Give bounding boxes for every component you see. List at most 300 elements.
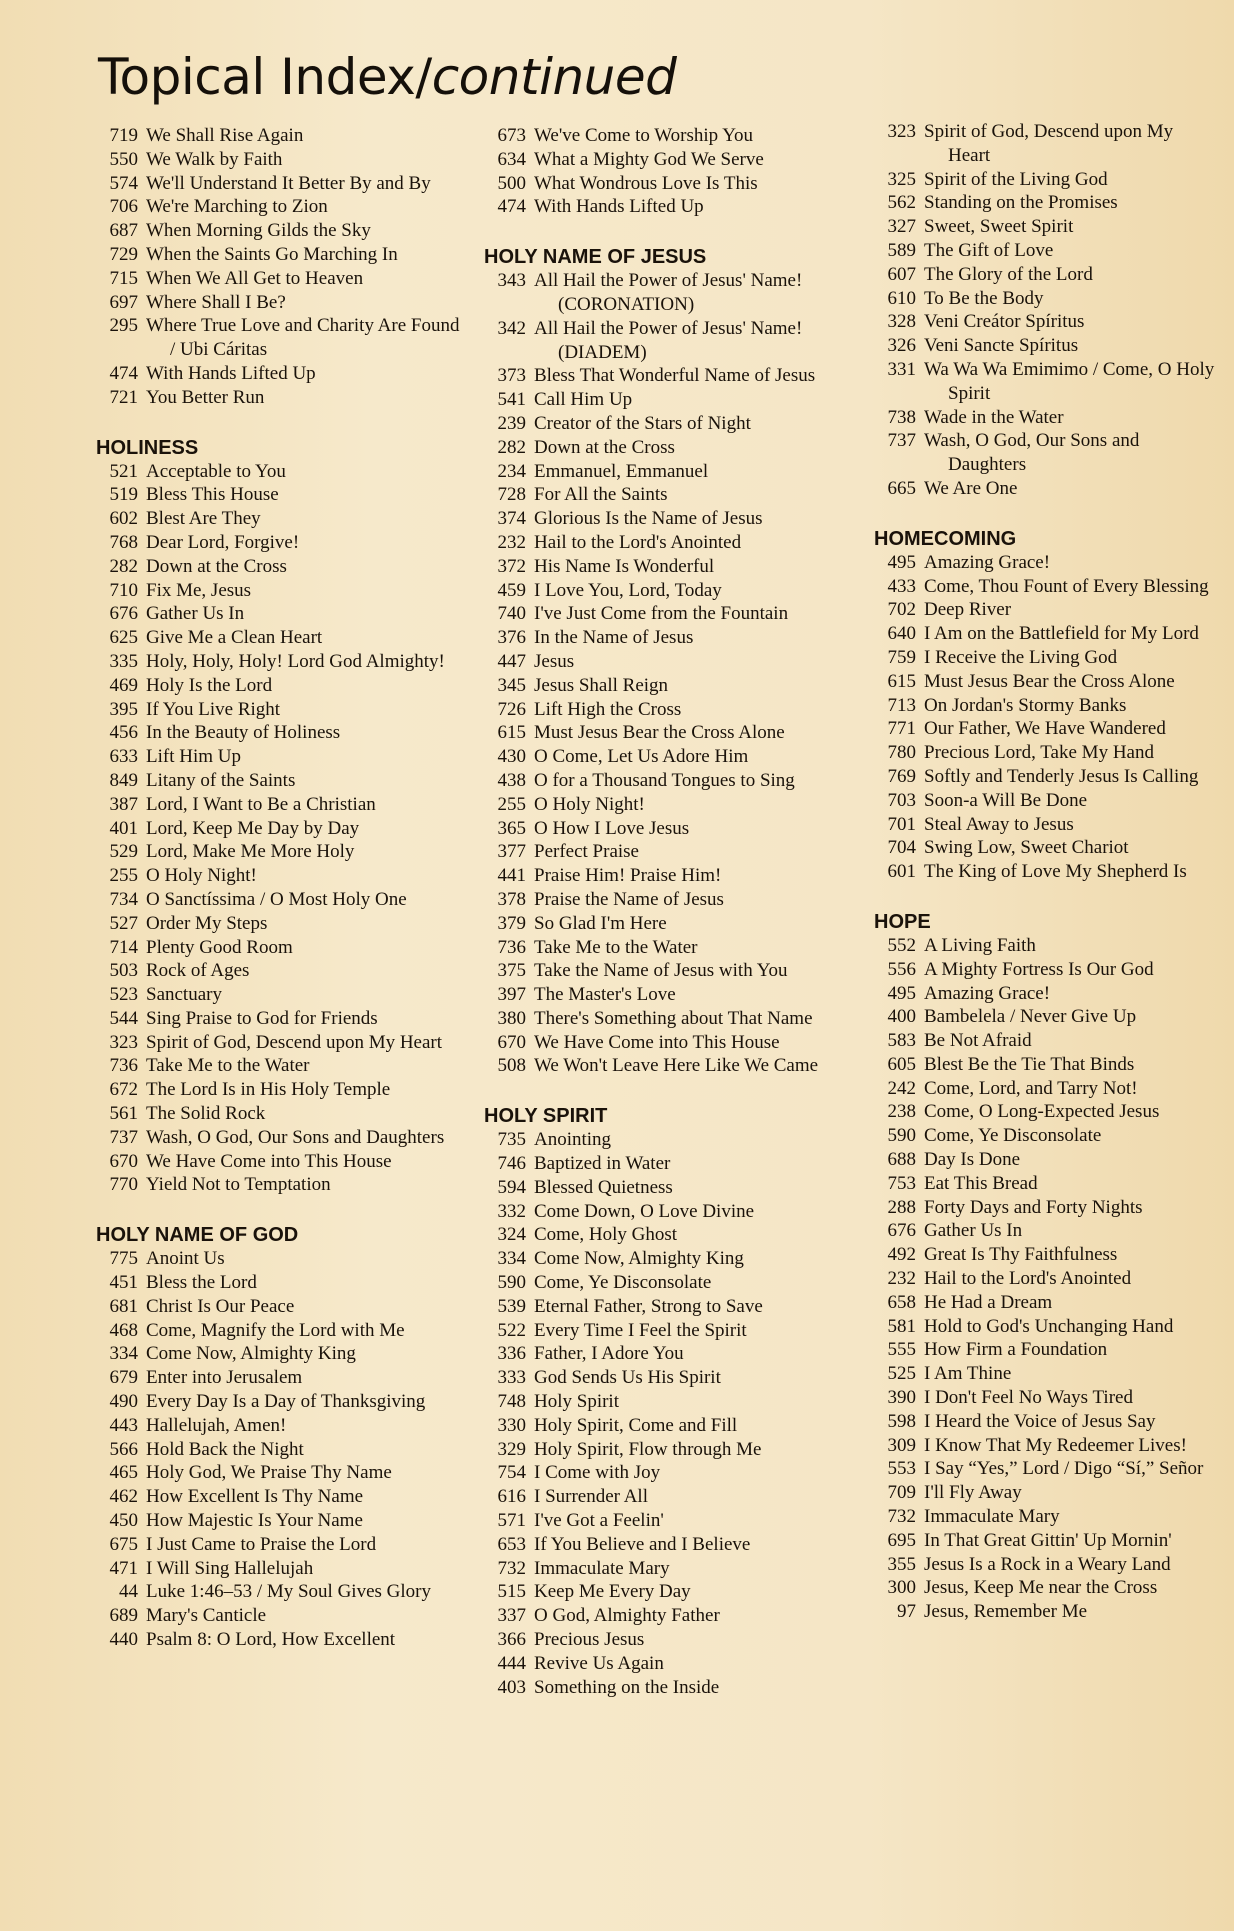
index-entry <box>874 1600 1220 1624</box>
hymn-number: 495 <box>887 982 916 1004</box>
index-entry <box>96 219 466 243</box>
index-section <box>874 527 1220 884</box>
hymn-title: We Have Come into This House <box>534 1031 780 1053</box>
hymn-number: 450 <box>109 1510 138 1532</box>
index-entry <box>96 1628 466 1652</box>
hymn-title: Baptized in Water <box>534 1153 671 1175</box>
index-entry <box>874 1553 1220 1577</box>
index-entry <box>484 531 854 555</box>
index-entry <box>484 317 854 365</box>
hymn-title: Where Shall I Be? <box>146 291 286 313</box>
hymn-number: 562 <box>887 192 916 214</box>
index-entry <box>874 1576 1220 1600</box>
index-section <box>874 910 1220 1624</box>
hymn-title: The King of Love My Shepherd Is <box>924 861 1187 883</box>
hymn-title: In the Name of Jesus <box>534 627 694 649</box>
hymn-number: 735 <box>497 1129 526 1151</box>
hymn-number: 44 <box>119 1581 138 1603</box>
hymn-number: 556 <box>887 958 916 980</box>
hymn-title: Jesus Is a Rock in a Weary Land <box>924 1553 1171 1575</box>
page-title <box>98 48 676 106</box>
hymn-number: 721 <box>109 386 138 408</box>
hymn-number: 333 <box>497 1367 526 1389</box>
hymn-number: 337 <box>497 1605 526 1627</box>
hymn-number: 571 <box>497 1510 526 1532</box>
hymn-title: I Love You, Lord, Today <box>534 579 722 601</box>
hymn-number: 738 <box>887 406 916 428</box>
index-entry <box>484 124 854 148</box>
hymn-number: 323 <box>109 1031 138 1053</box>
index-entry <box>96 864 466 888</box>
index-entry <box>484 364 854 388</box>
hymn-title: Day Is Done <box>924 1149 1021 1171</box>
index-entry <box>874 860 1220 884</box>
index-entry <box>484 1247 854 1271</box>
index-entry <box>484 745 854 769</box>
hymn-title: Come, Ye Disconsolate <box>924 1125 1102 1147</box>
index-entry <box>96 983 466 1007</box>
hymn-number: 541 <box>497 389 526 411</box>
hymn-title: For All the Saints <box>534 484 668 506</box>
hymn-number: 676 <box>109 603 138 625</box>
hymn-title: Plenty Good Room <box>146 936 293 958</box>
hymn-title: Eat This Bread <box>924 1172 1038 1194</box>
index-entry <box>484 1580 854 1604</box>
index-entry <box>874 168 1220 192</box>
index-entry <box>874 1457 1220 1481</box>
hymn-title: Emmanuel, Emmanuel <box>534 460 709 482</box>
index-entry <box>874 765 1220 789</box>
hymn-number: 465 <box>109 1462 138 1484</box>
hymn-title: Take the Name of Jesus with You <box>534 960 788 982</box>
hymn-title: Psalm 8: O Lord, How Excellent <box>146 1629 396 1651</box>
hymn-number: 335 <box>109 650 138 672</box>
hymn-title: We'll Understand It Better By and By <box>146 172 431 194</box>
hymn-number: 328 <box>887 311 916 333</box>
hymn-title: A Mighty Fortress Is Our God <box>924 958 1154 980</box>
hymn-number: 474 <box>497 196 526 218</box>
index-entry <box>484 1176 854 1200</box>
hymn-title: Lord, Keep Me Day by Day <box>146 817 360 839</box>
index-entry <box>484 460 854 484</box>
hymn-number: 590 <box>887 1125 916 1147</box>
index-entry <box>484 602 854 626</box>
section-heading: HOLY NAME OF GOD <box>96 1224 299 1247</box>
hymn-title: Holy God, We Praise Thy Name <box>146 1462 392 1484</box>
column-3 <box>874 120 1220 1624</box>
index-entry <box>874 1386 1220 1410</box>
index-entry <box>484 1509 854 1533</box>
index-entry <box>96 460 466 484</box>
hymn-title: Holy Spirit, Flow through Me <box>534 1438 762 1460</box>
hymn-number: 255 <box>497 793 526 815</box>
hymn-number: 634 <box>497 148 526 170</box>
hymn-number: 581 <box>887 1315 916 1337</box>
hymn-number: 380 <box>497 1007 526 1029</box>
index-entry <box>874 215 1220 239</box>
hymn-number: 295 <box>109 315 138 337</box>
hymn-number: 561 <box>109 1103 138 1125</box>
hymn-number: 769 <box>887 765 916 787</box>
index-entry <box>874 263 1220 287</box>
hymn-number: 594 <box>497 1176 526 1198</box>
hymn-title: Jesus, Remember Me <box>924 1601 1088 1623</box>
index-entry <box>484 1342 854 1366</box>
hymn-number: 438 <box>497 769 526 791</box>
index-entry <box>484 269 854 317</box>
hymn-title: Wade in the Water <box>924 406 1064 428</box>
index-entry <box>484 1604 854 1628</box>
index-entry <box>96 745 466 769</box>
hymn-number: 395 <box>109 698 138 720</box>
hymn-title: Sanctuary <box>146 984 222 1006</box>
hymn-number: 695 <box>887 1529 916 1551</box>
index-entry <box>96 817 466 841</box>
index-entry <box>874 1005 1220 1029</box>
index-entry <box>484 1295 854 1319</box>
hymn-number: 459 <box>497 579 526 601</box>
index-entry <box>874 1481 1220 1505</box>
hymn-title: A Living Faith <box>924 934 1036 956</box>
index-entry <box>96 1319 466 1343</box>
hymn-title: Soon-a Will Be Done <box>924 789 1088 811</box>
hymn-title: His Name Is Wonderful <box>534 555 715 577</box>
index-entry <box>96 362 466 386</box>
index-entry <box>484 1652 854 1676</box>
section-heading: HOPE <box>874 910 931 933</box>
index-entry <box>96 674 466 698</box>
hymn-title: Anointing <box>534 1129 612 1151</box>
index-entry <box>874 1267 1220 1291</box>
hymn-title: When the Saints Go Marching In <box>146 243 398 265</box>
index-entry <box>874 982 1220 1006</box>
hymn-title: Eternal Father, Strong to Save <box>534 1295 763 1317</box>
section-heading: HOLINESS <box>96 436 199 459</box>
index-entry <box>874 429 1220 477</box>
index-entry <box>96 314 466 362</box>
hymn-title: Bless That Wonderful Name of Jesus <box>534 365 816 387</box>
index-entry <box>874 934 1220 958</box>
hymn-title: Come, Lord, and Tarry Not! <box>924 1077 1138 1099</box>
hymn-title: Anoint Us <box>146 1248 225 1270</box>
hymn-number: 675 <box>109 1533 138 1555</box>
hymn-number: 607 <box>887 263 916 285</box>
hymn-number: 374 <box>497 508 526 530</box>
index-entry <box>874 1410 1220 1434</box>
hymn-number: 331 <box>887 358 916 380</box>
hymn-title: If You Live Right <box>146 698 281 720</box>
index-entry <box>874 1172 1220 1196</box>
hymn-number: 523 <box>109 984 138 1006</box>
hymn-number: 704 <box>887 837 916 859</box>
hymn-title: Rock of Ages <box>146 960 250 982</box>
hymn-title: I Am on the Battlefield for My Lord <box>924 623 1199 645</box>
hymn-number: 232 <box>497 531 526 553</box>
index-entry <box>484 1533 854 1557</box>
hymn-title: Praise the Name of Jesus <box>534 888 724 910</box>
hymn-title: Must Jesus Bear the Cross Alone <box>924 670 1175 692</box>
index-entry <box>874 958 1220 982</box>
hymn-title: Amazing Grace! <box>924 551 1051 573</box>
index-entry <box>96 721 466 745</box>
index-entry <box>96 1414 466 1438</box>
index-entry <box>96 793 466 817</box>
hymn-title: Keep Me Every Day <box>534 1581 691 1603</box>
hymn-number: 334 <box>109 1343 138 1365</box>
index-section <box>96 124 466 410</box>
hymn-number: 378 <box>497 888 526 910</box>
hymn-number: 519 <box>109 484 138 506</box>
index-entry <box>874 406 1220 430</box>
hymn-number: 474 <box>109 362 138 384</box>
index-entry <box>96 386 466 410</box>
hymn-number: 397 <box>497 984 526 1006</box>
index-entry <box>874 836 1220 860</box>
section-heading: HOLY SPIRIT <box>484 1105 608 1128</box>
index-entry <box>874 1315 1220 1339</box>
hymn-title: With Hands Lifted Up <box>534 196 704 218</box>
hymn-number: 605 <box>887 1053 916 1075</box>
index-entry <box>484 721 854 745</box>
hymn-title: How Firm a Foundation <box>924 1339 1108 1361</box>
index-section <box>96 1223 466 1652</box>
hymn-number: 653 <box>497 1533 526 1555</box>
hymn-number: 503 <box>109 960 138 982</box>
index-entry <box>96 959 466 983</box>
index-entry <box>874 717 1220 741</box>
hymn-number: 552 <box>887 934 916 956</box>
hymn-number: 703 <box>887 789 916 811</box>
index-entry <box>484 1200 854 1224</box>
index-entry <box>484 864 854 888</box>
hymn-number: 325 <box>887 168 916 190</box>
hymn-number: 732 <box>497 1557 526 1579</box>
hymn-number: 444 <box>497 1652 526 1674</box>
hymn-title: Come, O Long-Expected Jesus <box>924 1101 1160 1123</box>
hymn-number: 232 <box>887 1268 916 1290</box>
hymn-number: 239 <box>497 412 526 434</box>
hymn-title: We're Marching to Zion <box>146 196 328 218</box>
hymn-number: 522 <box>497 1319 526 1341</box>
hymn-title: Holy, Holy, Holy! Lord God Almighty! <box>146 650 445 672</box>
index-entry <box>96 1438 466 1462</box>
hymn-number: 492 <box>887 1244 916 1266</box>
hymn-title: Enter into Jerusalem <box>146 1367 303 1389</box>
hymn-title: The Master's Love <box>534 984 676 1006</box>
index-entry <box>484 1414 854 1438</box>
hymn-title: O Holy Night! <box>534 793 645 815</box>
hymn-title: Come, Ye Disconsolate <box>534 1272 712 1294</box>
hymn-number: 377 <box>497 841 526 863</box>
hymn-title: O How I Love Jesus <box>534 817 690 839</box>
hymn-number: 746 <box>497 1153 526 1175</box>
index-entry <box>96 1342 466 1366</box>
index-entry <box>96 195 466 219</box>
hymn-title: Give Me a Clean Heart <box>146 627 323 649</box>
hymn-number: 849 <box>109 769 138 791</box>
hymn-title: The Lord Is in His Holy Temple <box>146 1079 391 1101</box>
hymn-number: 589 <box>887 239 916 261</box>
index-section <box>484 1104 854 1699</box>
index-entry <box>96 1247 466 1271</box>
index-entry <box>484 626 854 650</box>
title-main: Topical Index/ <box>98 48 432 106</box>
index-section <box>484 124 854 219</box>
hymn-title: I Know That My Redeemer Lives! <box>924 1434 1187 1456</box>
index-entry <box>484 959 854 983</box>
hymn-number: 403 <box>497 1676 526 1698</box>
hymn-number: 539 <box>497 1295 526 1317</box>
index-entry <box>96 1031 466 1055</box>
index-entry <box>874 120 1220 168</box>
hymn-title: Lift Him Up <box>146 746 241 768</box>
hymn-title: Litany of the Saints <box>146 769 296 791</box>
hymn-number: 583 <box>887 1030 916 1052</box>
hymn-title: Blest Be the Tie That Binds <box>924 1053 1135 1075</box>
hymn-number: 610 <box>887 287 916 309</box>
hymn-number: 672 <box>109 1079 138 1101</box>
hymn-number: 640 <box>887 623 916 645</box>
hymn-title: Down at the Cross <box>534 436 675 458</box>
hymn-title: Creator of the Stars of Night <box>534 412 751 434</box>
hymn-title: Immaculate Mary <box>924 1506 1060 1528</box>
hymn-number: 525 <box>887 1363 916 1385</box>
hymn-number: 770 <box>109 1174 138 1196</box>
hymn-title: Dear Lord, Forgive! <box>146 531 300 553</box>
hymn-title: I Surrender All <box>534 1486 648 1508</box>
hymn-title: In the Beauty of Holiness <box>146 722 341 744</box>
hymn-number: 566 <box>109 1438 138 1460</box>
hymn-number: 689 <box>109 1605 138 1627</box>
hymn-number: 366 <box>497 1629 526 1651</box>
index-entry <box>484 483 854 507</box>
hymn-title: The Gift of Love <box>924 239 1054 261</box>
hymn-number: 715 <box>109 267 138 289</box>
index-entry <box>874 1219 1220 1243</box>
hymn-number: 326 <box>887 335 916 357</box>
hymn-title: Veni Creátor Spíritus <box>924 311 1085 333</box>
hymn-title: Our Father, We Have Wandered <box>924 718 1166 740</box>
index-entry <box>96 1580 466 1604</box>
hymn-number: 681 <box>109 1295 138 1317</box>
hymn-number: 345 <box>497 674 526 696</box>
index-entry <box>96 1604 466 1628</box>
index-entry <box>96 1533 466 1557</box>
hymn-number: 759 <box>887 646 916 668</box>
hymn-title: We Shall Rise Again <box>146 125 304 146</box>
hymn-number: 495 <box>887 551 916 573</box>
hymn-title: Immaculate Mary <box>534 1557 670 1579</box>
hymn-title: Sweet, Sweet Spirit <box>924 216 1074 238</box>
index-entry <box>484 1557 854 1581</box>
hymn-title: How Majestic Is Your Name <box>146 1510 363 1532</box>
column-2 <box>484 124 854 1699</box>
index-entry <box>96 888 466 912</box>
hymn-number: 390 <box>887 1387 916 1409</box>
index-entry <box>96 840 466 864</box>
index-entry <box>484 436 854 460</box>
index-entry <box>874 598 1220 622</box>
hymn-title: Praise Him! Praise Him! <box>534 865 722 887</box>
hymn-title: Perfect Praise <box>534 841 639 863</box>
hymn-title: O Holy Night! <box>146 865 257 887</box>
hymn-number: 602 <box>109 508 138 530</box>
hymn-number: 300 <box>887 1577 916 1599</box>
hymn-title: Veni Sancte Spíritus <box>924 335 1079 357</box>
hymn-number: 355 <box>887 1553 916 1575</box>
hymn-number: 615 <box>497 722 526 744</box>
hymn-number: 329 <box>497 1438 526 1460</box>
hymn-number: 732 <box>887 1506 916 1528</box>
hymn-number: 309 <box>887 1434 916 1456</box>
index-entry <box>484 172 854 196</box>
hymn-number: 342 <box>497 317 526 339</box>
index-entry <box>484 1676 854 1700</box>
index-entry <box>874 575 1220 599</box>
hymn-title: Come Down, O Love Divine <box>534 1200 755 1222</box>
index-entry <box>96 769 466 793</box>
hymn-title: Come, Holy Ghost <box>534 1224 678 1246</box>
index-entry <box>874 1100 1220 1124</box>
hymn-number: 433 <box>887 575 916 597</box>
hymn-title: I Come with Joy <box>534 1462 661 1484</box>
index-entry <box>96 650 466 674</box>
hymn-title: Hold Back the Night <box>146 1438 304 1460</box>
hymn-title: On Jordan's Stormy Banks <box>924 694 1127 716</box>
index-entry <box>484 1128 854 1152</box>
hymn-title: Acceptable to You <box>146 460 286 482</box>
hymn-title: All Hail the Power of Jesus' Name! (CORONATION) <box>534 270 803 315</box>
index-entry <box>484 1461 854 1485</box>
hymn-number: 343 <box>497 270 526 292</box>
hymn-number: 713 <box>887 694 916 716</box>
hymn-title: O Sanctíssima / O Most Holy One <box>146 888 407 910</box>
hymn-title: Lift High the Cross <box>534 698 682 720</box>
index-entry <box>874 694 1220 718</box>
hymn-title: All Hail the Power of Jesus' Name! (DIADEM) <box>534 317 803 363</box>
index-entry <box>484 674 854 698</box>
index-entry <box>874 1053 1220 1077</box>
hymn-number: 590 <box>497 1272 526 1294</box>
index-entry <box>874 1077 1220 1101</box>
hymn-title: Standing on the Promises <box>924 192 1118 214</box>
hymn-title: Blest Are They <box>146 508 261 530</box>
index-entry <box>96 698 466 722</box>
hymn-number: 633 <box>109 746 138 768</box>
index-entry <box>96 148 466 172</box>
hymn-title: Christ Is Our Peace <box>146 1295 295 1317</box>
hymn-title: Jesus, Keep Me near the Cross <box>924 1577 1158 1599</box>
index-entry <box>874 1434 1220 1458</box>
hymn-title: We Won't Leave Here Like We Came <box>534 1055 819 1077</box>
hymn-number: 601 <box>887 861 916 883</box>
hymn-number: 737 <box>887 430 916 452</box>
hymn-number: 665 <box>887 477 916 499</box>
hymn-title: Steal Away to Jesus <box>924 813 1074 835</box>
index-entry <box>96 483 466 507</box>
hymn-number: 574 <box>109 172 138 194</box>
index-entry <box>484 1007 854 1031</box>
hymn-number: 702 <box>887 599 916 621</box>
hymn-number: 238 <box>887 1101 916 1123</box>
index-entry <box>96 172 466 196</box>
hymn-number: 729 <box>109 243 138 265</box>
hymn-title: Forty Days and Forty Nights <box>924 1196 1143 1218</box>
hymn-title: Father, I Adore You <box>534 1343 684 1365</box>
hymn-title: Precious Lord, Take My Hand <box>924 742 1154 764</box>
hymn-title: I Just Came to Praise the Lord <box>146 1533 377 1555</box>
hymn-title: Softly and Tenderly Jesus Is Calling <box>924 765 1199 787</box>
